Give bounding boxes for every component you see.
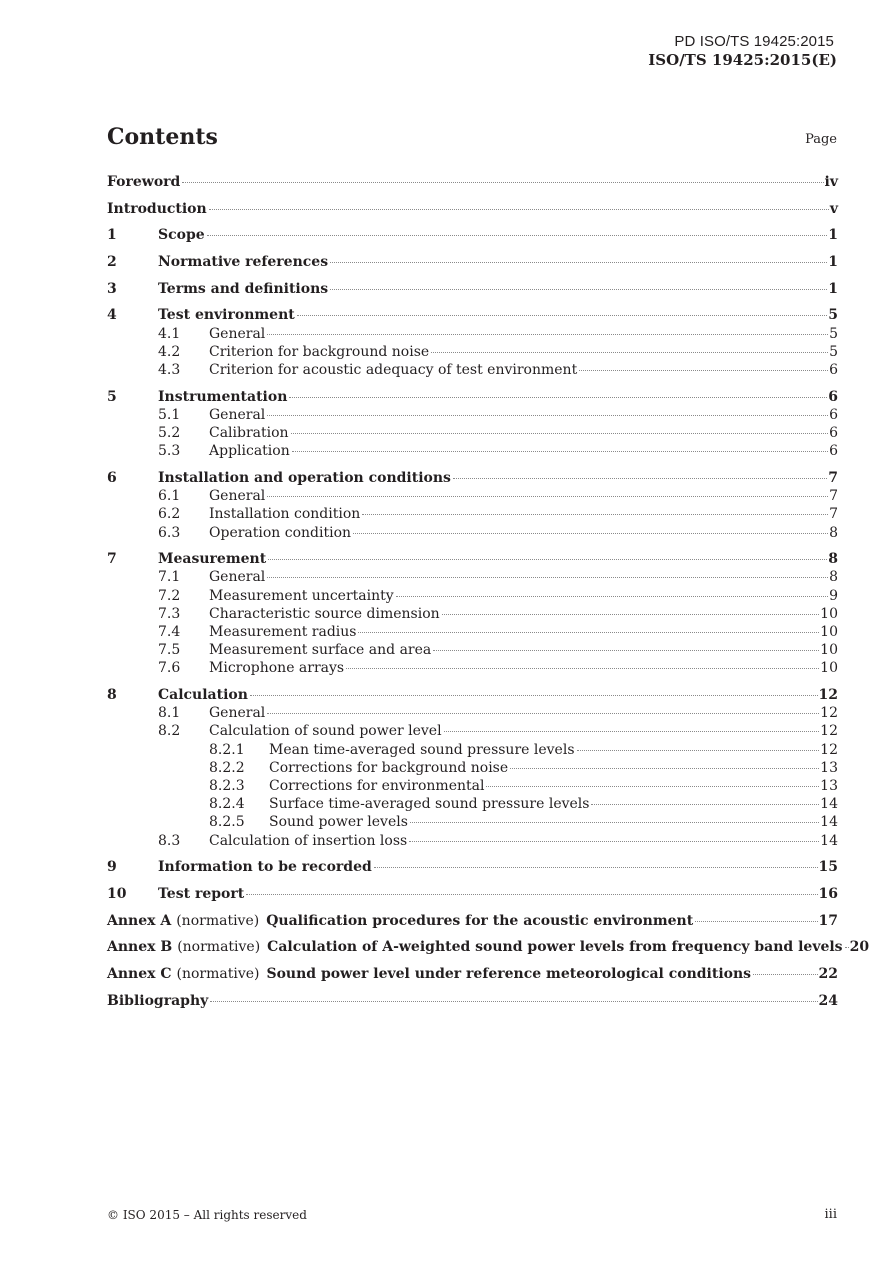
toc-dot-leader [433, 650, 819, 651]
toc-entry-page: 6 [829, 362, 838, 378]
toc-dot-leader [330, 289, 827, 290]
toc-entry-title: Qualification procedures for the acoustic environment [266, 912, 694, 929]
toc-entry-page: 10 [820, 660, 838, 677]
toc-entry-number: 7.4 [158, 623, 181, 640]
toc-entry-number: 9 [107, 859, 117, 876]
toc-dot-leader [579, 370, 828, 371]
toc-entry-page: 15 [818, 859, 838, 876]
toc-entry-page: 14 [820, 814, 838, 831]
toc-entry-title: Calculation of insertion loss [209, 832, 408, 849]
toc-dot-leader [267, 496, 828, 497]
toc-dot-leader [267, 334, 828, 335]
toc-dot-leader [442, 614, 820, 615]
toc-entry-title: General [209, 325, 266, 342]
toc-dot-leader [297, 315, 828, 316]
toc-entry-title: Calculation of A-weighted sound power levels from frequency band levels [267, 939, 843, 956]
toc-entry-page: 5 [829, 325, 838, 342]
toc-entry-number: 10 [107, 885, 127, 902]
toc-entry[interactable] [107, 741, 838, 759]
toc-entry-title: Instrumentation [158, 388, 288, 405]
toc-entry-page: 1 [828, 280, 838, 297]
toc-annex-type: (normative) [176, 912, 260, 929]
toc-entry[interactable] [107, 524, 838, 542]
toc-entry[interactable] [107, 938, 870, 956]
table-of-contents [107, 173, 870, 1010]
toc-dot-leader [267, 713, 819, 714]
toc-entry-number: 4.2 [158, 343, 181, 360]
footer-page-number: iii [824, 1207, 837, 1222]
toc-entry-title: Measurement surface and area [209, 642, 432, 659]
toc-entry[interactable] [107, 965, 838, 983]
toc-entry[interactable] [107, 858, 838, 876]
toc-entry-page: 17 [818, 912, 838, 929]
toc-dot-leader [210, 1001, 817, 1002]
toc-entry[interactable] [107, 361, 838, 379]
toc-entry-title: Installation condition [209, 506, 361, 523]
toc-entry-number: 7.2 [158, 587, 181, 604]
toc-entry-page: 16 [818, 885, 838, 902]
toc-entry-page: 5 [828, 307, 838, 324]
toc-entry-page: 1 [828, 254, 838, 271]
toc-dot-leader [358, 632, 819, 633]
toc-entry[interactable] [107, 406, 838, 424]
toc-entry-page: 8 [829, 524, 838, 541]
toc-entry-page: iv [824, 174, 838, 190]
toc-entry[interactable] [107, 550, 838, 568]
toc-dot-leader [753, 974, 817, 975]
toc-entry-number: 8.2.1 [209, 741, 245, 758]
toc-entry-title: Corrections for background noise [269, 759, 509, 776]
toc-entry-page: 12 [820, 723, 838, 740]
toc-entry-page: 22 [818, 965, 838, 982]
toc-entry-page: 13 [820, 759, 838, 776]
toc-dot-leader [591, 804, 819, 805]
footer-copyright: © ISO 2015 – All rights reserved [107, 1208, 307, 1222]
toc-entry-number: 8.2.3 [209, 777, 245, 794]
toc-annex-type: (normative) [176, 965, 260, 982]
toc-entry[interactable] [107, 306, 838, 324]
toc-entry-title: Terms and definitions [158, 280, 329, 297]
toc-entry[interactable] [107, 659, 838, 677]
header-standard-id: ISO/TS 19425:2015(E) [648, 51, 837, 69]
toc-entry-page: 12 [818, 687, 838, 703]
toc-entry-page: 1 [828, 227, 838, 244]
toc-entry-title: Calculation of sound power level [209, 723, 442, 740]
toc-entry-page: 6 [829, 443, 838, 460]
toc-entry[interactable] [107, 704, 838, 722]
toc-entry-number: 7.6 [158, 660, 181, 677]
toc-entry-title: Criterion for acoustic adequacy of test environment [209, 362, 578, 378]
toc-entry-page: 10 [820, 605, 838, 622]
toc-entry-number: 8 [107, 687, 117, 703]
toc-entry-title: Characteristic source dimension [209, 605, 440, 622]
toc-entry-page: 10 [820, 623, 838, 640]
toc-entry-title: General [209, 488, 266, 505]
toc-dot-leader [250, 695, 818, 696]
toc-entry-page: 12 [820, 705, 838, 722]
toc-dot-leader [182, 182, 823, 183]
toc-entry-page: 14 [820, 796, 838, 813]
toc-annex-type: (normative) [177, 939, 261, 956]
toc-entry-number: 6.2 [158, 506, 181, 523]
toc-dot-leader [267, 577, 828, 578]
toc-annex-id: Annex A [107, 912, 172, 929]
toc-entry-title: Surface time-averaged sound pressure levels [269, 796, 590, 813]
toc-entry-number: 4 [107, 307, 117, 324]
toc-entry-page: 7 [829, 506, 838, 523]
toc-entry[interactable] [107, 487, 838, 505]
toc-dot-leader [444, 731, 820, 732]
toc-dot-leader [410, 822, 819, 823]
toc-entry-title: Installation and operation conditions [158, 469, 451, 486]
toc-entry[interactable] [107, 992, 838, 1010]
toc-entry-page: 8 [829, 569, 838, 586]
toc-entry-number: 8.1 [158, 705, 181, 722]
toc-entry-number: 7.3 [158, 605, 181, 622]
toc-entry-title: General [209, 406, 266, 423]
toc-entry-title: Calculation [158, 687, 248, 703]
toc-entry-number: 7.5 [158, 642, 181, 659]
toc-entry-number: 3 [107, 280, 117, 297]
toc-entry[interactable] [107, 686, 838, 704]
toc-entry-number: 8.2.5 [209, 814, 245, 831]
toc-dot-leader [330, 262, 827, 263]
toc-entry-title: Test environment [158, 307, 295, 324]
toc-entry-page: 9 [829, 587, 838, 604]
toc-annex-id: Annex B [107, 939, 173, 956]
toc-entry-number: 4.3 [158, 362, 181, 378]
toc-entry[interactable] [107, 424, 838, 442]
page-column-label: Page [805, 132, 837, 147]
toc-entry[interactable] [107, 885, 838, 903]
toc-entry-number: 2 [107, 254, 117, 271]
toc-entry-title: Bibliography [107, 992, 209, 1009]
toc-entry-number: 8.2 [158, 723, 181, 740]
toc-entry-page: 14 [820, 832, 838, 849]
toc-entry-title: Measurement radius [209, 623, 357, 640]
toc-entry-title: Information to be recorded [158, 859, 372, 876]
toc-entry-title: Measurement [158, 551, 267, 568]
toc-entry-title: Criterion for background noise [209, 343, 430, 360]
toc-entry-title: Scope [158, 227, 205, 244]
toc-entry[interactable] [107, 912, 838, 930]
toc-entry-page: 5 [829, 343, 838, 360]
toc-dot-leader [486, 786, 819, 787]
toc-dot-leader [396, 596, 828, 597]
toc-entry[interactable] [107, 325, 838, 343]
header-document-id: PD ISO/TS 19425:2015 [674, 33, 834, 50]
toc-entry-title: Sound power level under reference meteorological conditions [266, 965, 752, 982]
toc-entry-title: Foreword [107, 174, 181, 190]
toc-dot-leader [268, 559, 827, 560]
toc-entry-number: 5.3 [158, 443, 181, 460]
toc-dot-leader [453, 478, 827, 479]
toc-entry-title: Mean time-averaged sound pressure levels [269, 741, 575, 758]
toc-entry-page: 6 [829, 425, 838, 442]
toc-entry[interactable] [107, 200, 838, 218]
toc-entry-page: 24 [818, 992, 838, 1009]
toc-entry-number: 7.1 [158, 569, 181, 586]
toc-entry[interactable] [107, 605, 838, 623]
toc-entry-title: General [209, 705, 266, 722]
toc-entry-number: 8.2.2 [209, 759, 245, 776]
toc-entry-title: Operation condition [209, 524, 352, 541]
toc-entry-number: 4.1 [158, 325, 181, 342]
toc-entry-title: Measurement uncertainty [209, 587, 394, 604]
toc-dot-leader [292, 451, 828, 452]
toc-entry[interactable] [107, 722, 838, 740]
toc-entry-page: 20 [849, 939, 870, 956]
toc-dot-leader [845, 947, 849, 948]
toc-dot-leader [510, 768, 819, 769]
toc-entry-title: Normative references [158, 254, 329, 271]
toc-entry[interactable] [107, 253, 838, 271]
toc-entry-number: 6.3 [158, 524, 181, 541]
toc-dot-leader [209, 209, 829, 210]
toc-entry[interactable] [107, 226, 838, 244]
toc-dot-leader [267, 415, 828, 416]
toc-entry-page: 13 [820, 777, 838, 794]
toc-entry-title: General [209, 569, 266, 586]
toc-entry-page: 6 [829, 406, 838, 423]
toc-entry-number: 5 [107, 388, 117, 405]
toc-entry-page: 10 [820, 642, 838, 659]
toc-entry-page: 7 [829, 488, 838, 505]
toc-entry-number: 6.1 [158, 488, 181, 505]
toc-annex-id: Annex C [107, 965, 172, 982]
toc-entry[interactable] [107, 623, 838, 641]
toc-entry[interactable] [107, 442, 838, 460]
toc-entry[interactable] [107, 469, 838, 487]
toc-entry-page: 6 [828, 388, 838, 405]
toc-dot-leader [577, 750, 820, 751]
toc-entry-page: 12 [820, 741, 838, 758]
toc-dot-leader [409, 841, 819, 842]
toc-dot-leader [695, 921, 817, 922]
toc-dot-leader [246, 894, 817, 895]
toc-dot-leader [291, 433, 829, 434]
toc-entry-page: v [829, 200, 838, 217]
toc-dot-leader [289, 397, 827, 398]
toc-entry-number: 8.2.4 [209, 796, 245, 813]
toc-entry[interactable] [107, 280, 838, 298]
toc-entry-title: Application [209, 443, 290, 460]
toc-entry[interactable] [107, 641, 838, 659]
toc-entry-number: 6 [107, 469, 117, 486]
toc-entry[interactable] [107, 759, 838, 777]
toc-dot-leader [431, 352, 828, 353]
toc-entry[interactable] [107, 587, 838, 605]
toc-entry-page: 7 [828, 469, 838, 486]
toc-entry[interactable] [107, 388, 838, 406]
toc-entry[interactable] [107, 777, 838, 795]
toc-entry[interactable] [107, 505, 838, 523]
toc-dot-leader [346, 668, 819, 669]
toc-entry-title: Microphone arrays [209, 660, 345, 677]
toc-dot-leader [353, 533, 828, 534]
toc-entry-number: 5.1 [158, 406, 181, 423]
toc-entry-number: 8.3 [158, 832, 181, 849]
toc-entry[interactable] [107, 173, 838, 191]
toc-entry-number: 5.2 [158, 425, 181, 442]
toc-dot-leader [207, 235, 828, 236]
toc-entry-number: 1 [107, 227, 117, 244]
toc-entry[interactable] [107, 568, 838, 586]
toc-entry-title: Test report [158, 885, 245, 902]
toc-entry-page: 8 [828, 551, 838, 568]
toc-entry-title: Sound power levels [269, 814, 408, 831]
toc-entry[interactable] [107, 813, 838, 831]
toc-entry[interactable] [107, 795, 838, 813]
toc-entry-title: Introduction [107, 200, 207, 217]
toc-entry[interactable] [107, 343, 838, 361]
toc-entry-number: 7 [107, 551, 117, 568]
toc-dot-leader [362, 514, 828, 515]
toc-entry[interactable] [107, 832, 838, 850]
toc-entry-title: Corrections for environmental [269, 777, 485, 794]
toc-dot-leader [374, 867, 818, 868]
page-title: Contents [107, 124, 218, 150]
toc-entry-title: Calibration [209, 425, 289, 442]
